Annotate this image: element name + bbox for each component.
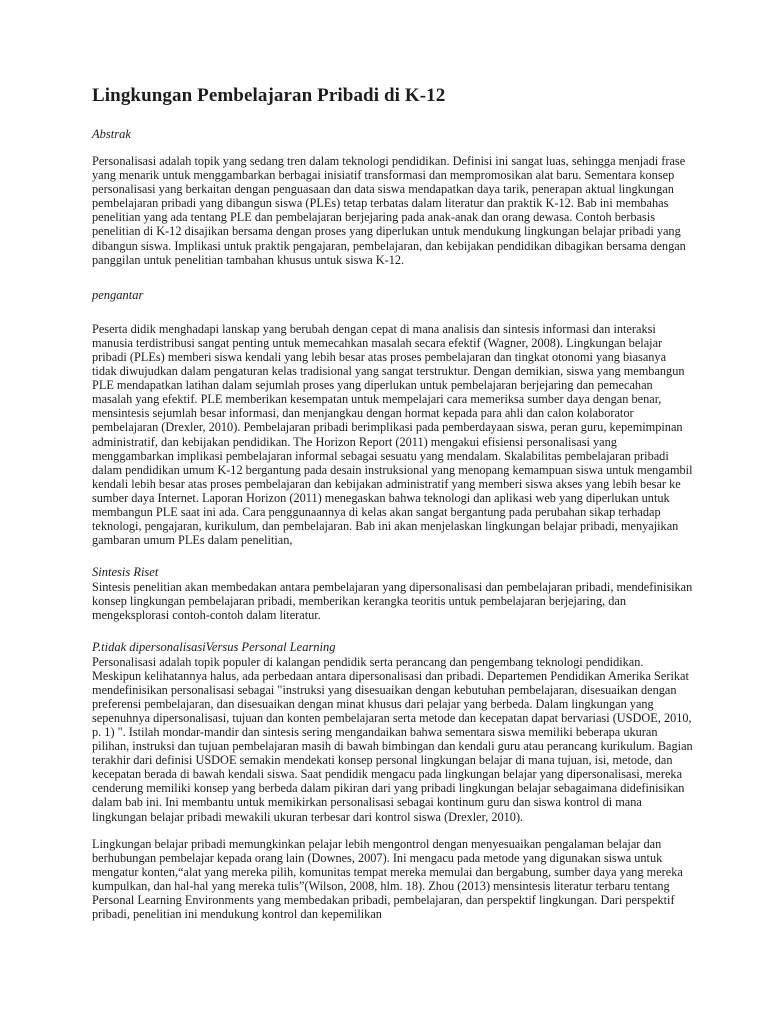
- personalized-vs-personal-paragraph-1: Personalisasi adalah topik populer di kalangan pendidik serta perancang dan pengembang teknologi pendidikan. Meskipun kelihatannya halus, ada perbedaan antara dipersonalisasi dan pribadi. Departemen Pendidikan Amerika Serikat mendefinisikan personalisasi sebagai "instruksi yang disesuaikan dengan kebutuhan pembelajaran, disesuaikan dengan preferensi pembelajaran, dan disesuaikan dengan minat khusus dari pelajar yang berbeda. Dalam lingkungan yang sepenuhnya dipersonalisasi, tujuan dan konten pembelajaran serta metode dan kecepatan dapat bervariasi (USDOE, 2010, p. 1) ". Istilah mondar-mandir dan sintesis sering mengandaikan bahwa sementara siswa memiliki beberapa ukuran pilihan, instruksi dan tujuan pembelajaran masih di bawah bimbingan dan kendali guru atau perancang kurikulum. Bagian terakhir dari definisi USDOE semakin mendekati konsep personal lingkungan belajar di mana tujuan, isi, metode, dan kecepatan berada di bawah kendali siswa. Saat pendidik mengacu pada lingkungan belajar yang dipersonalisasi, mereka cenderung memiliki konsep yang berbeda dalam pikiran dari yang pribadi lingkungan belajar sebagaimana didefinisikan dalam bab ini. Ini membantu untuk memikirkan personalisasi sebagai kontinum guru dan siswa kontrol di mana lingkungan belajar pribadi mewakili ukuran terbesar dari kontrol siswa (Drexler, 2010).: [92, 654, 693, 824]
- personalized-vs-personal-paragraph-2: Lingkungan belajar pribadi memungkinkan pelajar lebih mengontrol dengan menyesuaikan pengalaman belajar dan berhubungan pembelajar kepada orang lain (Downes, 2007). Ini mengacu pada metode yang digunakan siswa untuk mengatur konten,“alat yang mereka pilih, komunitas tempat mereka memulai dan bergabung, sumber daya yang mereka kumpulkan, dan hal-hal yang mereka tulis”(Wilson, 2008, hlm. 18). Zhou (2013) mensintesis literatur terbaru tentang Personal Learning Environments yang membedakan pribadi, pembelajaran, dan perspektif lingkungan. Dari perspektif pribadi, penelitian ini mendukung kontrol dan kepemilikan: [92, 836, 683, 922]
- personalized-vs-personal-heading: P.tidak dipersonalisasiVersus Personal Learning: [92, 639, 336, 654]
- research-synthesis-heading: Sintesis Riset: [92, 565, 159, 580]
- abstract-paragraph: Personalisasi adalah topik yang sedang tren dalam teknologi pendidikan. Definisi ini sangat luas, sehingga menjadi frase yang menarik untuk menggambarkan berbagai inisiatif transformasi dan mempromosikan alat baru. Sementara konsep personalisasi yang berkaitan dengan penguasaan dan data siswa mendapatkan daya tarik, penerapan aktual lingkungan pembelajaran pribadi yang dibangun siswa (PLEs) tetap terbatas dalam literatur dan praktik K-12. Bab ini membahas penelitian yang ada tentang PLE dan pembelajaran berjejaring pada anak-anak dan orang dewasa. Contoh berbasis penelitian di K-12 disajikan bersama dengan proses yang diperlukan untuk mendukung lingkungan belajar pribadi yang dibangun siswa. Implikasi untuk praktik pengajaran, pembelajaran, dan kebijakan pendidikan dibagikan bersama dengan panggilan untuk penelitian tambahan khusus untuk siswa K-12.: [92, 154, 686, 267]
- research-synthesis-paragraph: Sintesis penelitian akan membedakan antara pembelajaran yang dipersonalisasi dan pembelajaran pribadi, mendefinisikan konsep lingkungan pembelajaran pribadi, memberikan kerangka teoritis untuk pembelajaran berjejaring, dan mengeksplorasi contoh-contoh dalam literatur.: [92, 580, 693, 623]
- abstract-label: Abstrak: [92, 127, 131, 141]
- page-title: Lingkungan Pembelajaran Pribadi di K-12: [92, 85, 446, 106]
- intro-paragraph: Peserta didik menghadapi lanskap yang berubah dengan cepat di mana analisis dan sintesis informasi dan interaksi manusia terdistribusi sangat penting untuk memecahkan masalah secara efektif (Wagner, 2008). Lingkungan belajar pribadi (PLEs) memberi siswa kendali yang lebih besar atas proses pembelajaran dan tingkat otonomi yang biasanya tidak diwujudkan dalam pengaturan kelas tradisional yang sangat terstruktur. Dengan demikian, siswa yang membangun PLE mendapatkan latihan dalam sejumlah proses yang diperlukan untuk pembelajaran berjejaring dan pemecahan masalah yang efektif. PLE memberikan kesempatan untuk mempelajari cara memeriksa sumber daya dengan benar, mensintesis sejumlah besar informasi, dan menjangkau dengan hormat kepada para ahli dan calon kolaborator pembelajaran (Drexler, 2010). Pembelajaran pribadi berimplikasi pada pemberdayaan siswa, peran guru, kepemimpinan administratif, dan kebijakan pendidikan. The Horizon Report (2011) mengakui efisiensi personalisasi yang menggambarkan implikasi pembelajaran informal sebagai sesuatu yang mendalam. Skalabilitas pembelajaran pribadi dalam pendidikan umum K-12 bergantung pada desain instruksional yang menopang kemampuan siswa untuk mengambil kendali lebih besar atas proses pembelajaran dan kebijakan administratif yang memberi siswa akses yang lebih besar ke sumber daya Internet. Laporan Horizon (2011) menegaskan bahwa teknologi dan aplikasi web yang diperlukan untuk membangun PLE saat ini ada. Cara penggunaannya di kelas akan sangat bergantung pada perubahan sikap terhadap teknologi, pengajaran, kurikulum, dan pembelajaran. Bab ini akan menjelaskan lingkungan belajar pribadi, menyajikan gambaran umum PLEs dalam penelitian,: [92, 321, 693, 548]
- intro-heading: pengantar: [92, 287, 144, 302]
